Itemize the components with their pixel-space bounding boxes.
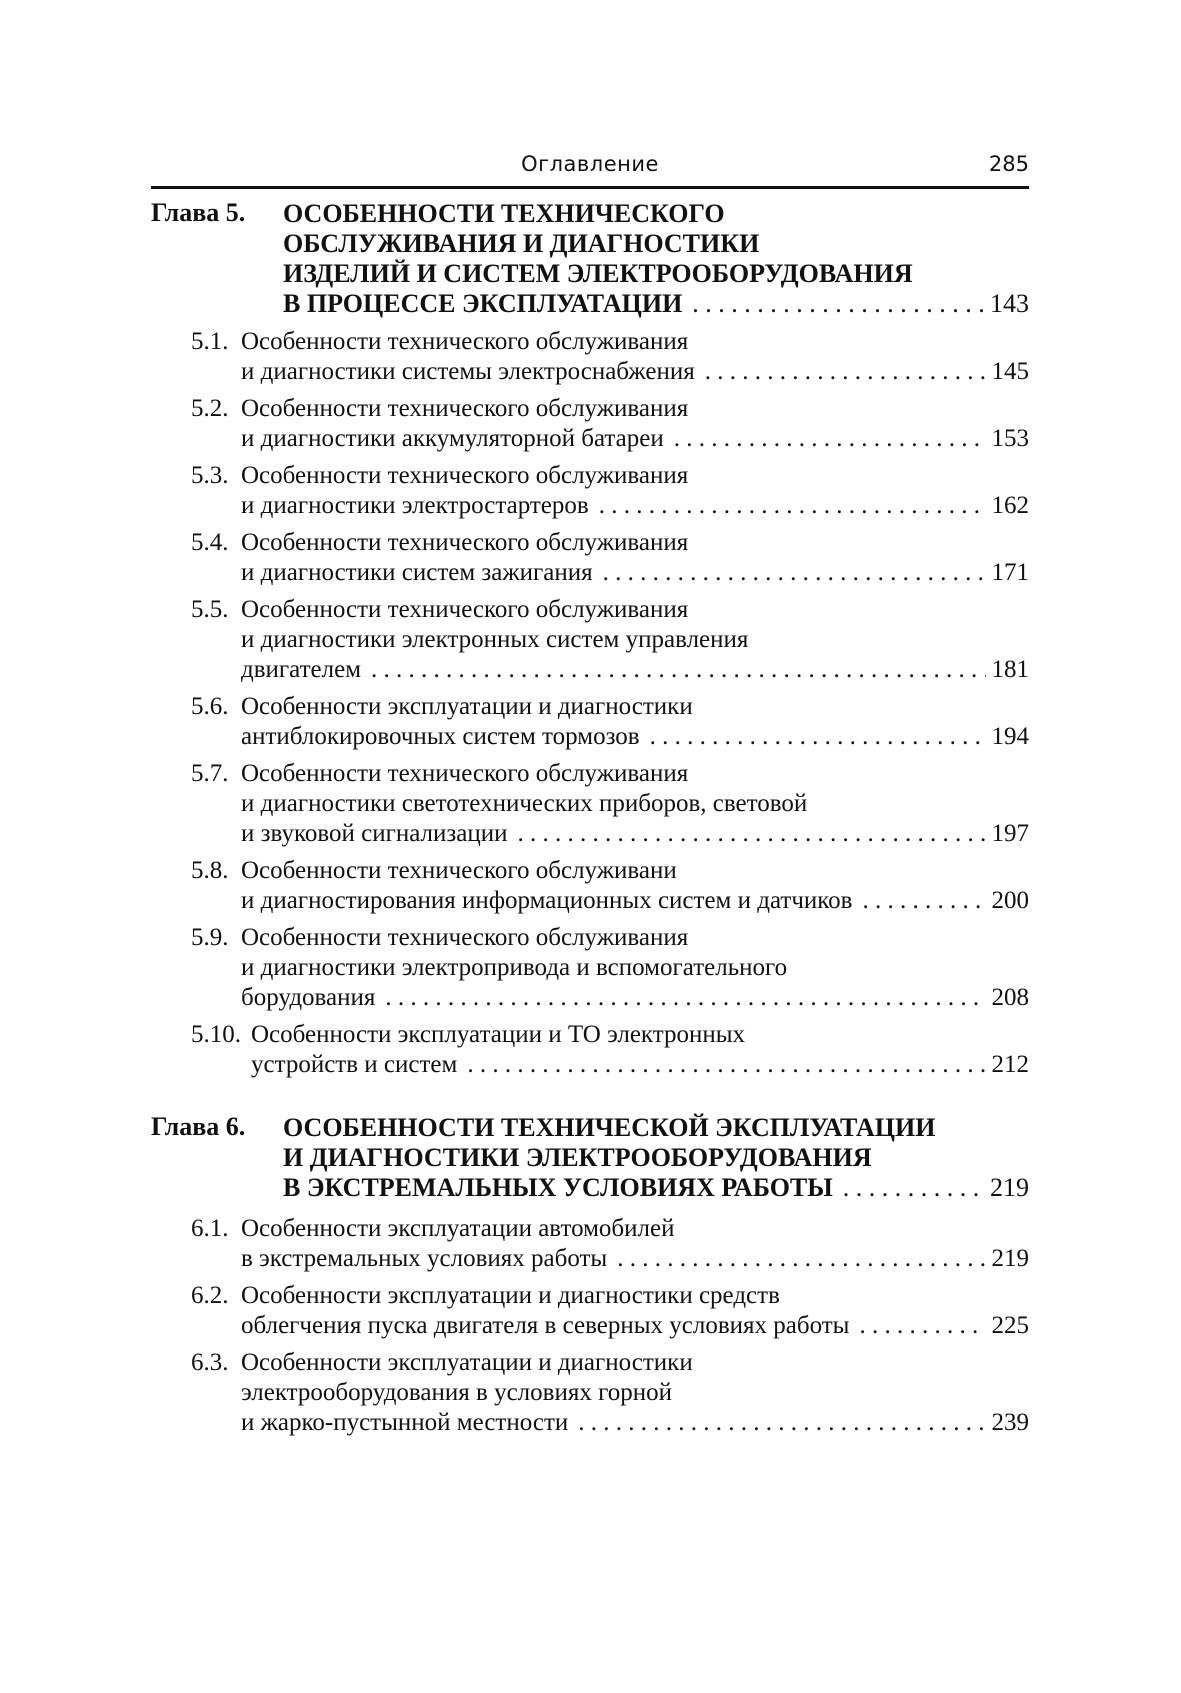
section-title-line: и диагностики светотехнических приборов, световой: [241, 790, 808, 817]
section-title-line: двигателем: [241, 656, 362, 683]
section-title-line: Особенности технического обслуживания: [241, 462, 689, 489]
section-title-line: и диагностики системы электроснабжения: [241, 358, 695, 385]
section-page-number: 162: [991, 492, 1029, 519]
dot-leader: [705, 356, 986, 388]
section-title-line: облегчения пуска двигателя в северных условиях работы: [241, 1312, 850, 1339]
chapter-title-line: В ЭКСТРЕМАЛЬНЫХ УСЛОВИЯХ РАБОТЫ: [283, 1173, 833, 1202]
section-title-last-line: [241, 356, 1029, 388]
section-number: 5.6.: [191, 693, 229, 720]
section-title-line: и диагностики электростартеров: [241, 492, 589, 519]
dot-leader: [650, 721, 986, 753]
section-title-line: борудования: [241, 984, 376, 1011]
section-page-number: 153: [991, 425, 1029, 452]
chapter-title-line: ОСОБЕННОСТИ ТЕХНИЧЕСКОЙ ЭКСПЛУАТАЦИИ: [283, 1113, 936, 1142]
section-title-line: и жарко-пустынной местности: [241, 1409, 569, 1436]
dot-leader: [371, 654, 985, 686]
dot-leader: [467, 1049, 985, 1081]
dot-leader: [599, 490, 986, 522]
section-number: 5.9.: [191, 924, 229, 951]
section-number: 5.4.: [191, 529, 229, 556]
chapter-title-last-line: [283, 1172, 1029, 1204]
section-page-number: 171: [991, 559, 1029, 586]
section-title-line: устройств и систем: [251, 1051, 458, 1078]
section-number: 6.3.: [191, 1349, 229, 1376]
section-title-line: и диагностики электропривода и вспомогательного: [241, 954, 788, 981]
section-title-line: и звуковой сигнализации: [241, 820, 508, 847]
chapter-title-line: ОСОБЕННОСТИ ТЕХНИЧЕСКОГО: [283, 199, 725, 228]
section-title-line: и диагностики систем зажигания: [241, 559, 593, 586]
section-title-last-line: [241, 721, 1029, 753]
section-page-number: 200: [991, 887, 1029, 914]
dot-leader: [578, 1407, 985, 1439]
section-page-number: 219: [991, 1245, 1029, 1272]
section-number: 5.5.: [191, 596, 229, 623]
chapter-title-line: И ДИАГНОСТИКИ ЭЛЕКТРООБОРУДОВАНИЯ: [283, 1143, 872, 1172]
header-title: Оглавление: [521, 152, 659, 176]
dot-leader: [617, 1243, 985, 1275]
section-number: 5.7.: [191, 760, 229, 787]
section-page-number: 239: [991, 1409, 1029, 1436]
dot-leader: [859, 1310, 985, 1342]
section-number: 5.3.: [191, 462, 229, 489]
section-title-line: и диагностики электронных систем управления: [241, 626, 749, 653]
section-title-line: и диагностики аккумуляторной батареи: [241, 425, 664, 452]
section-title-line: Особенности технического обслуживани: [241, 857, 677, 884]
section-page-number: 181: [991, 656, 1029, 683]
section-title-last-line: [241, 490, 1029, 522]
section-title-line: Особенности технического обслуживания: [241, 596, 689, 623]
section-title-last-line: [241, 885, 1029, 917]
section-number: 5.8.: [191, 857, 229, 884]
chapter-title-line: ОБСЛУЖИВАНИЯ И ДИАГНОСТИКИ: [283, 229, 760, 258]
section-title-line: Особенности технического обслуживания: [241, 760, 689, 787]
section-title-line: Особенности технического обслуживания: [241, 529, 689, 556]
section-title-line: электрооборудования в условиях горной: [241, 1379, 672, 1406]
section-title-last-line: [241, 1243, 1029, 1275]
chapter-label: Глава 5.: [151, 198, 246, 227]
chapter-title-line: В ПРОЦЕССЕ ЭКСПЛУАТАЦИИ: [283, 289, 683, 318]
section-number: 6.2.: [191, 1282, 229, 1309]
section-page-number: 145: [991, 358, 1029, 385]
section-title-last-line: [241, 1310, 1029, 1342]
section-title-line: и диагностирования информационных систем и датчиков: [241, 887, 853, 914]
page-number: 285: [988, 152, 1029, 176]
section-title-line: антиблокировочных систем тормозов: [241, 723, 640, 750]
dot-leader: [692, 288, 984, 320]
section-number: 5.10.: [191, 1021, 241, 1048]
dot-leader: [603, 557, 986, 589]
chapter-page-number: 143: [990, 289, 1029, 318]
section-number: 5.2.: [191, 395, 229, 422]
chapter-page-number: 219: [990, 1173, 1029, 1202]
section-title-last-line: [241, 557, 1029, 589]
chapter-label: Глава 6.: [151, 1112, 246, 1141]
section-page-number: 197: [991, 820, 1029, 847]
section-page-number: 208: [991, 984, 1029, 1011]
section-title-last-line: [251, 1049, 1029, 1081]
running-header: [151, 150, 1029, 189]
dot-leader: [843, 1172, 984, 1204]
chapter-title-line: ИЗДЕЛИЙ И СИСТЕМ ЭЛЕКТРООБОРУДОВАНИЯ: [283, 259, 913, 288]
dot-leader: [517, 818, 985, 850]
section-title-line: Особенности эксплуатации и диагностики средств: [241, 1282, 780, 1309]
section-page-number: 225: [991, 1312, 1029, 1339]
section-title-line: Особенности эксплуатации автомобилей: [241, 1215, 675, 1242]
section-title-line: Особенности технического обслуживания: [241, 924, 689, 951]
chapter-title-last-line: [283, 288, 1029, 320]
section-title-line: в экстремальных условиях работы: [241, 1245, 608, 1272]
section-page-number: 212: [991, 1051, 1029, 1078]
section-title-last-line: [241, 982, 1029, 1014]
section-number: 5.1.: [191, 328, 229, 355]
dot-leader: [862, 885, 985, 917]
section-title-last-line: [241, 423, 1029, 455]
section-title-last-line: [241, 818, 1029, 850]
section-title-line: Особенности эксплуатации и ТО электронных: [251, 1021, 746, 1048]
section-title-last-line: [241, 654, 1029, 686]
section-number: 6.1.: [191, 1215, 229, 1242]
section-title-line: Особенности эксплуатации и диагностики: [241, 693, 693, 720]
section-title-last-line: [241, 1407, 1029, 1439]
section-title-line: Особенности технического обслуживания: [241, 395, 689, 422]
section-page-number: 194: [991, 723, 1029, 750]
section-title-line: Особенности эксплуатации и диагностики: [241, 1349, 693, 1376]
dot-leader: [385, 982, 985, 1014]
section-title-line: Особенности технического обслуживания: [241, 328, 689, 355]
dot-leader: [674, 423, 986, 455]
